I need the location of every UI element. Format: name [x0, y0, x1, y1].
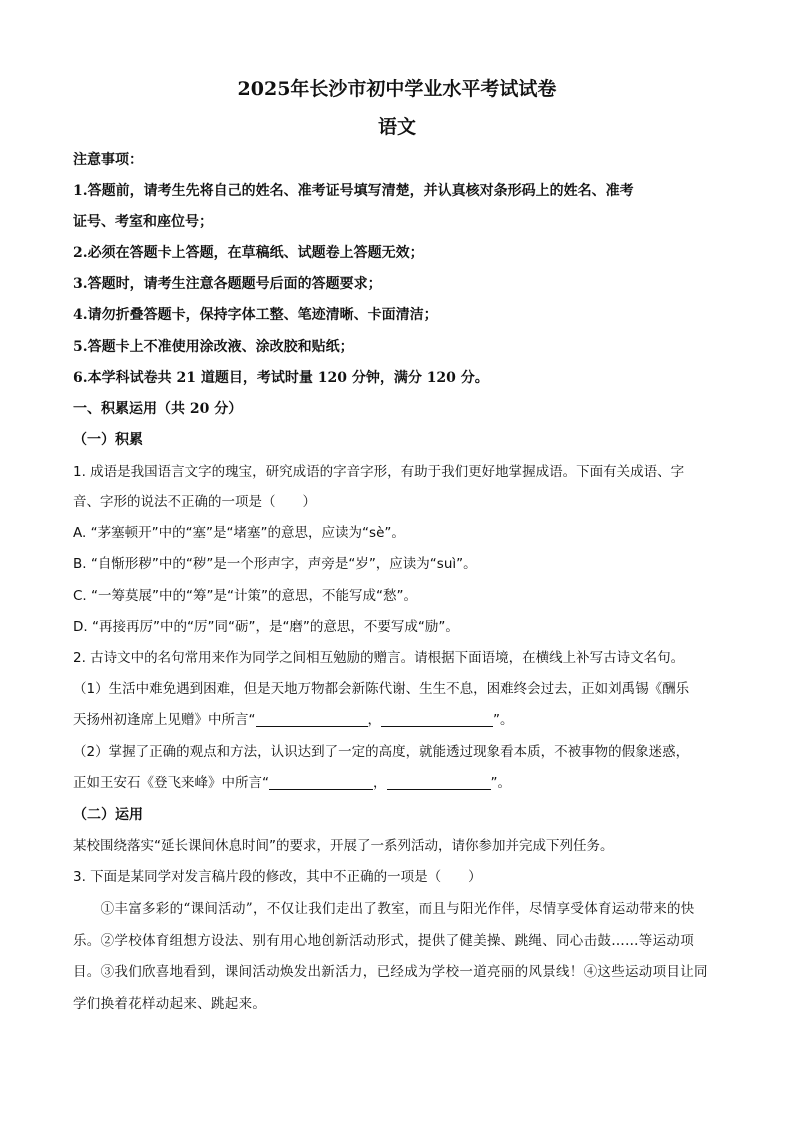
question-2-sub1-prefix: 天扬州初逢席上见赠》中所言“	[73, 712, 256, 728]
blank-separator: ，	[373, 775, 387, 791]
answer-blank[interactable]	[256, 712, 368, 727]
question-2-sub2-prefix: 正如王安石《登飞来峰》中所言“	[73, 775, 269, 791]
note-item-6: 6.本学科试卷共 21 道题目，考试时量 120 分钟，满分 120 分。	[73, 370, 489, 386]
question-2-stem: 2. 古诗文中的名句常用来作为同学之间相互勉励的赠言。请根据下面语境，在横线上补写古诗文名句。	[73, 650, 685, 666]
closing-quote: ”。	[490, 775, 511, 791]
activity-intro: 某校围绕落实“延长课间休息时间”的要求，开展了一系列活动，请你参加并完成下列任务。	[73, 838, 614, 854]
note-item-5: 5.答题卡上不准使用涂改液、涂改胶和贴纸；	[73, 339, 354, 355]
question-2-sub2-answer-line	[73, 773, 725, 793]
answer-blank[interactable]	[387, 775, 491, 790]
question-3-passage-line: ①丰富多彩的“课间活动”，不仅让我们走出了教室，而且与阳光作伴，尽情享受体育运动带来的快	[73, 901, 695, 917]
question-2-sub2: （2）掌握了正确的观点和方法，认识达到了一定的高度，就能透过现象看本质，不被事物的假象迷惑，	[73, 744, 690, 760]
question-1-option-c: C. “一筹莫展”中的“筹”是“计策”的意思，不能写成“愁”。	[73, 588, 417, 604]
subject-title: 语文	[377, 116, 416, 138]
question-2-sub1: （1）生活中难免遇到困难，但是天地万物都会新陈代谢、生生不息，困难终会过去，正如刘禹锡《酬乐	[73, 681, 690, 697]
exam-title: 2025年长沙市初中学业水平考试试卷	[237, 78, 557, 100]
note-item-4: 4.请勿折叠答题卡，保持字体工整、笔迹清晰、卡面清洁；	[73, 307, 438, 323]
closing-quote: ”。	[493, 712, 514, 728]
note-item-3: 3.答题时，请考生注意各题题号后面的答题要求；	[73, 276, 382, 292]
note-item-1: 1.答题前，请考生先将自己的姓名、准考证号填写清楚，并认真核对条形码上的姓名、准考	[73, 183, 634, 199]
question-1-stem: 1. 成语是我国语言文字的瑰宝，研究成语的字音字形，有助于我们更好地掌握成语。下面有关成语、字	[73, 464, 685, 480]
part-heading-accumulation: （一）积累	[73, 432, 143, 448]
question-1-stem-cont: 音、字形的说法不正确的一项是（ ）	[73, 494, 316, 510]
question-3-passage-line: 目。③我们欣喜地看到，课间活动焕发出新活力，已经成为学校一道亮丽的风景线！④这些运动项目让同	[73, 964, 708, 980]
part-heading-application: （二）运用	[73, 807, 143, 823]
question-3-stem: 3. 下面是某同学对发言稿片段的修改，其中不正确的一项是（ ）	[73, 869, 482, 885]
blank-separator: ，	[367, 712, 381, 728]
question-1-option-a: A. “茅塞顿开”中的“塞”是“堵塞”的意思，应读为“sè”。	[73, 525, 405, 541]
question-3-passage-line: 乐。②学校体育组想方设法、别有用心地创新活动形式，提供了健美操、跳绳、同心击鼓……等运动项	[73, 933, 694, 949]
note-item-1-cont: 证号、考室和座位号；	[73, 214, 213, 230]
question-2-sub1-answer-line	[73, 710, 725, 730]
question-3-passage-line: 学们换着花样动起来、跳起来。	[73, 996, 267, 1012]
section-heading: 一、积累运用（共 20 分）	[73, 401, 243, 417]
question-1-option-d: D. “再接再厉”中的“厉”同“砺”，是“磨”的意思，不要写成“励”。	[73, 619, 459, 635]
notes-heading: 注意事项：	[73, 152, 143, 168]
question-1-option-b: B. “自惭形秽”中的“秽”是一个形声字，声旁是“岁”，应读为“suì”。	[73, 556, 477, 572]
answer-blank[interactable]	[381, 712, 493, 727]
note-item-2: 2.必须在答题卡上答题，在草稿纸、试题卷上答题无效；	[73, 245, 424, 261]
answer-blank[interactable]	[269, 775, 373, 790]
